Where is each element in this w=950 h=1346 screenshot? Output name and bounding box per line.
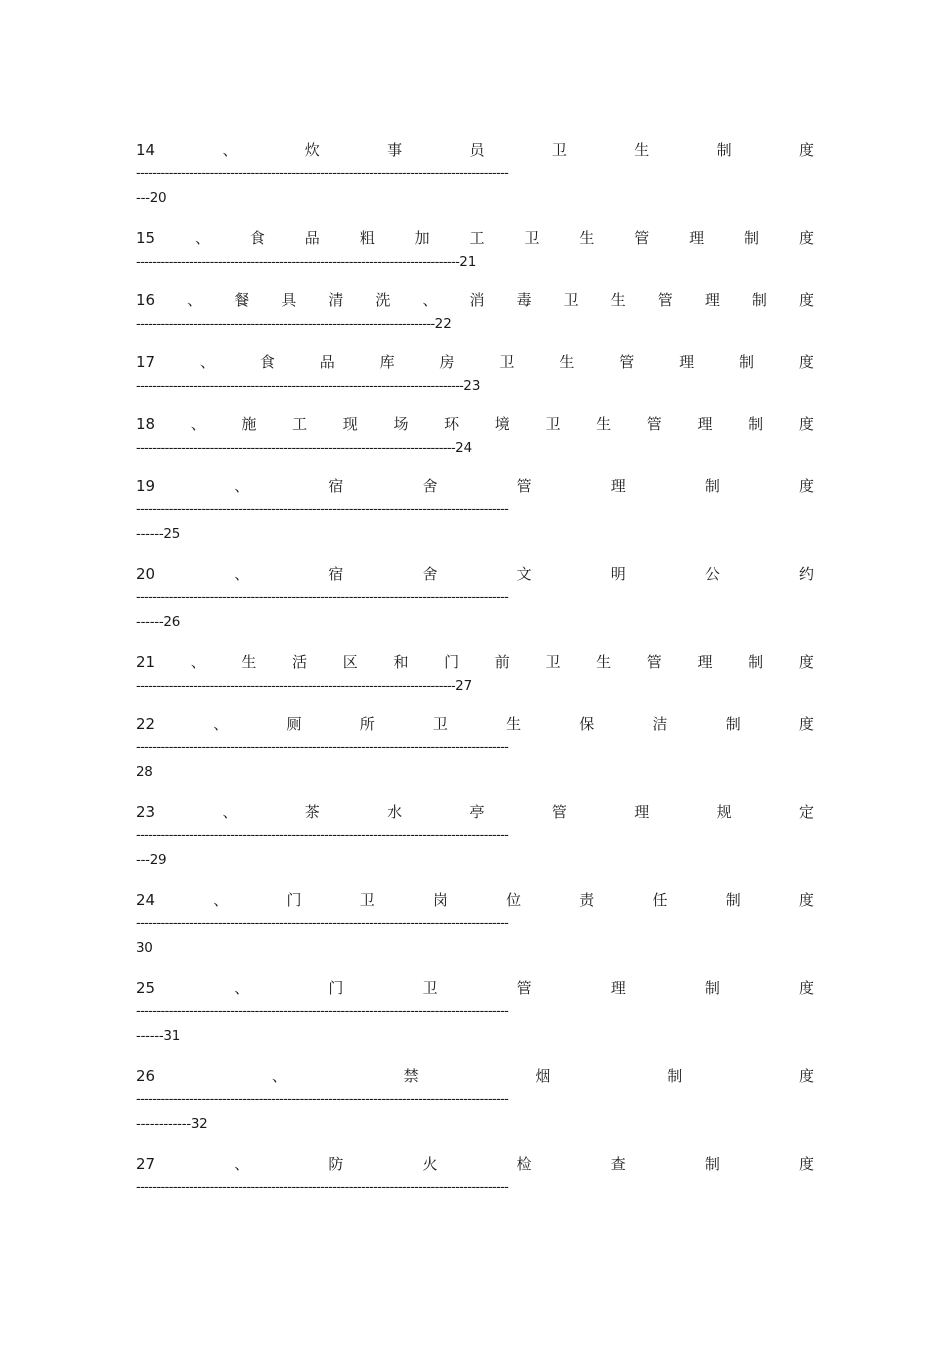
toc-entry-char: 舍 [422, 565, 438, 583]
toc-entry-char: 炊 [304, 141, 320, 159]
toc-leader-dots: ------------------------------------------------------------------------------------------- [136, 1004, 509, 1019]
toc-entry-char: 理 [634, 803, 650, 821]
toc-leader-line [136, 912, 538, 936]
toc-entry-title [136, 1152, 814, 1176]
toc-entry-char: 和 [393, 653, 409, 671]
toc-entry[interactable] [136, 350, 814, 398]
toc-entry-char: 卫 [432, 715, 448, 733]
toc-entry-char: 制 [748, 653, 764, 671]
toc-page-number: ------31 [136, 1028, 181, 1044]
toc-entry-char: 、 [234, 565, 250, 583]
toc-entry-char: 品 [319, 353, 335, 371]
toc-entry-char: 责 [579, 891, 595, 909]
toc-entry-title [136, 1064, 814, 1088]
toc-spacer [136, 1049, 814, 1064]
toc-leader-line [136, 824, 538, 848]
toc-leader-line [136, 1088, 538, 1112]
toc-entry-char: 管 [516, 979, 532, 997]
toc-leader-dots: ------------------------------------------------------------------------------------------- [136, 166, 509, 181]
toc-entry-char: 制 [725, 891, 741, 909]
toc-entry[interactable] [136, 412, 814, 460]
toc-spacer [136, 336, 814, 350]
toc-entry-number: 24 [136, 891, 156, 909]
toc-entry-char: 、 [190, 415, 206, 433]
toc-entry-char: 食 [259, 353, 275, 371]
toc-spacer [136, 398, 814, 412]
toc-entry-number: 21 [136, 653, 156, 671]
toc-entry-char: 制 [725, 715, 741, 733]
toc-page-number: ------------32 [136, 1116, 208, 1132]
toc-entry-number: 25 [136, 979, 156, 997]
toc-entry[interactable] [136, 976, 814, 1049]
toc-entry[interactable] [136, 562, 814, 635]
toc-entry-char: 制 [704, 1155, 720, 1173]
toc-entry-char: 环 [444, 415, 460, 433]
toc-entry-char: 茶 [304, 803, 320, 821]
toc-entry-char: 洁 [652, 715, 668, 733]
toc-entry-char: 度 [798, 291, 814, 309]
toc-entry-char: 、 [194, 229, 210, 247]
toc-entry-number: 22 [136, 715, 156, 733]
toc-entry[interactable] [136, 650, 814, 698]
toc-entry-char: 卫 [563, 291, 579, 309]
toc-entry-char: 位 [506, 891, 522, 909]
toc-entry-char: 卫 [545, 653, 561, 671]
toc-entry-char: 理 [679, 353, 695, 371]
toc-entry-char: 度 [798, 415, 814, 433]
toc-spacer [136, 635, 814, 650]
toc-entry-char: 公 [704, 565, 720, 583]
toc-entry-char: 所 [359, 715, 375, 733]
toc-entry-char: 生 [579, 229, 595, 247]
toc-entry-title [136, 288, 814, 312]
toc-entry[interactable] [136, 474, 814, 547]
toc-entry-title [136, 976, 814, 1000]
toc-entry-char: 活 [292, 653, 308, 671]
toc-entry-char: 、 [234, 979, 250, 997]
toc-entry-number: 23 [136, 803, 156, 821]
toc-page-number: 21 [459, 254, 477, 270]
toc-entry-title [136, 412, 814, 436]
toc-entry-char: 、 [187, 291, 203, 309]
toc-entry-char: 生 [506, 715, 522, 733]
toc-leader-dots: ------------------------------------------------------------------------------------------- [136, 502, 509, 517]
toc-leader-line [136, 162, 538, 186]
toc-leader-dots: ------------------------------------------------------------------------------------------- [136, 590, 509, 605]
toc-entry-char: 毒 [516, 291, 532, 309]
toc-entry-char: 生 [634, 141, 650, 159]
toc-entry-char: 、 [222, 141, 238, 159]
toc-entry[interactable] [136, 800, 814, 873]
toc-entry-char: 防 [328, 1155, 344, 1173]
toc-leader-dots: ------------------------------------------------------------------------- [136, 317, 435, 332]
toc-entry-char: 制 [751, 291, 767, 309]
toc-leader-line [136, 586, 538, 610]
toc-page-number: 27 [455, 678, 473, 694]
toc-entry-char: 生 [559, 353, 575, 371]
toc-entry-title [136, 888, 814, 912]
toc-entry-number: 18 [136, 415, 156, 433]
toc-entry-char: 任 [652, 891, 668, 909]
toc-entry-title [136, 712, 814, 736]
toc-entry[interactable] [136, 888, 814, 961]
toc-leader-line [136, 374, 814, 398]
toc-leader-dots: ------------------------------------------------------------------------------ [136, 441, 456, 456]
toc-entry-char: 理 [704, 291, 720, 309]
toc-page-number: ------25 [136, 526, 181, 542]
toc-entry-number: 19 [136, 477, 156, 495]
toc-entry-char: 检 [516, 1155, 532, 1173]
toc-entry-char: 度 [798, 1155, 814, 1173]
toc-entry-char: 火 [422, 1155, 438, 1173]
toc-entry-char: 粗 [359, 229, 375, 247]
toc-page-number: 24 [455, 440, 473, 456]
toc-entry-char: 查 [610, 1155, 626, 1173]
toc-entry-title [136, 650, 814, 674]
toc-leader-dots: ------------------------------------------------------------------------------------------- [136, 740, 509, 755]
toc-entry[interactable] [136, 1064, 814, 1137]
toc-entry-char: 卫 [422, 979, 438, 997]
toc-entry-char: 度 [798, 653, 814, 671]
toc-entry-title [136, 800, 814, 824]
toc-entry-char: 理 [610, 477, 626, 495]
toc-entry-char: 亭 [469, 803, 485, 821]
toc-entry-char: 制 [704, 979, 720, 997]
toc-leader-dots: -------------------------------------------------------------------------------- [136, 379, 464, 394]
toc-entry-char: 清 [328, 291, 344, 309]
toc-entry-char: 水 [387, 803, 403, 821]
toc-entry-char: 度 [798, 891, 814, 909]
toc-entry-char: 、 [199, 353, 215, 371]
toc-entry-char: 宿 [328, 565, 344, 583]
toc-entry-number: 16 [136, 291, 156, 309]
toc-page-number: ---29 [136, 852, 167, 868]
toc-entry-char: 前 [494, 653, 510, 671]
toc-entry-char: 、 [234, 477, 250, 495]
toc-entry-char: 施 [241, 415, 257, 433]
toc-entry-char: 卫 [499, 353, 515, 371]
toc-entry-char: 制 [738, 353, 754, 371]
toc-entry-char: 具 [281, 291, 297, 309]
toc-entry-title [136, 474, 814, 498]
toc-entry-char: 、 [190, 653, 206, 671]
toc-entry-char: 理 [610, 979, 626, 997]
toc-entry-char: 生 [596, 653, 612, 671]
toc-page-number: ------26 [136, 614, 181, 630]
toc-leader-line [136, 312, 814, 336]
toc-entry[interactable] [136, 226, 814, 274]
toc-entry-char: 卫 [545, 415, 561, 433]
toc-entry-number: 20 [136, 565, 156, 583]
toc-entry-char: 制 [667, 1067, 683, 1085]
toc-spacer [136, 873, 814, 888]
toc-entry-char: 区 [342, 653, 358, 671]
toc-entry-char: 场 [393, 415, 409, 433]
toc-entry-char: 工 [469, 229, 485, 247]
toc-leader-line [136, 436, 814, 460]
toc-entry-char: 管 [646, 653, 662, 671]
toc-entry-char: 度 [798, 229, 814, 247]
toc-entry-number: 26 [136, 1067, 156, 1085]
toc-entry-char: 食 [249, 229, 265, 247]
toc-page-number: ---20 [136, 190, 167, 206]
toc-entry-char: 度 [798, 353, 814, 371]
toc-entry[interactable] [136, 712, 814, 785]
toc-entry-char: 消 [469, 291, 485, 309]
toc-entry-char: 约 [798, 565, 814, 583]
toc-entry-char: 度 [798, 141, 814, 159]
toc-entry-char: 度 [798, 979, 814, 997]
toc-entry-char: 库 [379, 353, 395, 371]
toc-entry-char: 保 [579, 715, 595, 733]
toc-entry-char: 现 [342, 415, 358, 433]
toc-entry-char: 卫 [524, 229, 540, 247]
toc-spacer [136, 1137, 814, 1152]
toc-entry-char: 洗 [375, 291, 391, 309]
toc-entry-char: 、 [271, 1067, 287, 1085]
toc-page-number: 23 [463, 378, 481, 394]
toc-entry-char: 文 [516, 565, 532, 583]
toc-spacer [136, 211, 814, 226]
toc-leader-line [136, 674, 814, 698]
toc-entry-char: 生 [610, 291, 626, 309]
toc-entry-title [136, 138, 814, 162]
toc-spacer [136, 274, 814, 288]
toc-entry-char: 烟 [535, 1067, 551, 1085]
toc-leader-dots: ------------------------------------------------------------------------------------------- [136, 916, 509, 931]
toc-entry-char: 管 [551, 803, 567, 821]
toc-entry-number: 15 [136, 229, 156, 247]
toc-spacer [136, 547, 814, 562]
toc-entry-char: 度 [798, 715, 814, 733]
toc-leader-line [136, 1000, 538, 1024]
toc-entry-char: 制 [748, 415, 764, 433]
toc-page-number: 22 [434, 316, 452, 332]
toc-entry-char: 岗 [432, 891, 448, 909]
toc-entry-char: 员 [469, 141, 485, 159]
toc-entry-char: 、 [213, 715, 229, 733]
toc-entry-char: 理 [697, 653, 713, 671]
toc-entry-char: 管 [516, 477, 532, 495]
toc-leader-dots: ------------------------------------------------------------------------------------------- [136, 1092, 509, 1107]
toc-spacer [136, 961, 814, 976]
toc-entry-char: 管 [634, 229, 650, 247]
toc-entry-number: 27 [136, 1155, 156, 1173]
toc-entry-char: 制 [744, 229, 760, 247]
toc-entry-char: 管 [619, 353, 635, 371]
toc-entry-char: 餐 [234, 291, 250, 309]
toc-page-number: 30 [136, 940, 153, 956]
toc-entry-char: 度 [798, 1067, 814, 1085]
toc-entry-char: 卫 [551, 141, 567, 159]
toc-entry-char: 生 [241, 653, 257, 671]
toc-entry-char: 舍 [422, 477, 438, 495]
toc-spacer [136, 785, 814, 800]
toc-entry-char: 规 [716, 803, 732, 821]
toc-leader-dots: ------------------------------------------------------------------------------ [136, 679, 456, 694]
toc-entry-char: 门 [286, 891, 302, 909]
toc-entry-char: 制 [716, 141, 732, 159]
toc-entry-char: 管 [657, 291, 673, 309]
toc-entry-char: 事 [387, 141, 403, 159]
toc-entry-char: 禁 [403, 1067, 419, 1085]
toc-spacer [136, 698, 814, 712]
toc-entry-number: 14 [136, 141, 156, 159]
toc-entry-char: 定 [798, 803, 814, 821]
toc-entry[interactable] [136, 288, 814, 336]
toc-leader-line [136, 250, 814, 274]
toc-entry-char: 制 [704, 477, 720, 495]
toc-entry-char: 品 [304, 229, 320, 247]
toc-entry-char: 度 [798, 477, 814, 495]
toc-entry-char: 加 [414, 229, 430, 247]
toc-entry-char: 、 [234, 1155, 250, 1173]
toc-leader-line [136, 736, 538, 760]
toc-entry-char: 理 [689, 229, 705, 247]
toc-entry[interactable] [136, 138, 814, 211]
table-of-contents [136, 138, 814, 1200]
toc-entry-char: 卫 [359, 891, 375, 909]
toc-entry-char: 理 [697, 415, 713, 433]
toc-entry-char: 房 [439, 353, 455, 371]
toc-entry-title [136, 562, 814, 586]
toc-leader-dots: ------------------------------------------------------------------------------- [136, 255, 460, 270]
toc-leader-line [136, 1176, 538, 1200]
toc-entry-char: 生 [596, 415, 612, 433]
toc-leader-line [136, 498, 538, 522]
toc-entry-char: 境 [494, 415, 510, 433]
toc-spacer [136, 460, 814, 474]
toc-entry-title [136, 226, 814, 250]
toc-entry-number: 17 [136, 353, 156, 371]
toc-entry-char: 厕 [286, 715, 302, 733]
toc-leader-dots: ------------------------------------------------------------------------------------------- [136, 1180, 509, 1195]
toc-leader-dots: ------------------------------------------------------------------------------------------- [136, 828, 509, 843]
toc-entry-char: 门 [444, 653, 460, 671]
toc-entry-char: 工 [292, 415, 308, 433]
toc-entry-char: 、 [213, 891, 229, 909]
toc-entry-char: 门 [328, 979, 344, 997]
toc-entry-char: 、 [222, 803, 238, 821]
toc-entry-char: 明 [610, 565, 626, 583]
toc-entry-char: 宿 [328, 477, 344, 495]
toc-entry[interactable] [136, 1152, 814, 1200]
toc-page-number: 28 [136, 764, 153, 780]
toc-entry-title [136, 350, 814, 374]
toc-entry-char: 、 [422, 291, 438, 309]
toc-entry-char: 管 [646, 415, 662, 433]
